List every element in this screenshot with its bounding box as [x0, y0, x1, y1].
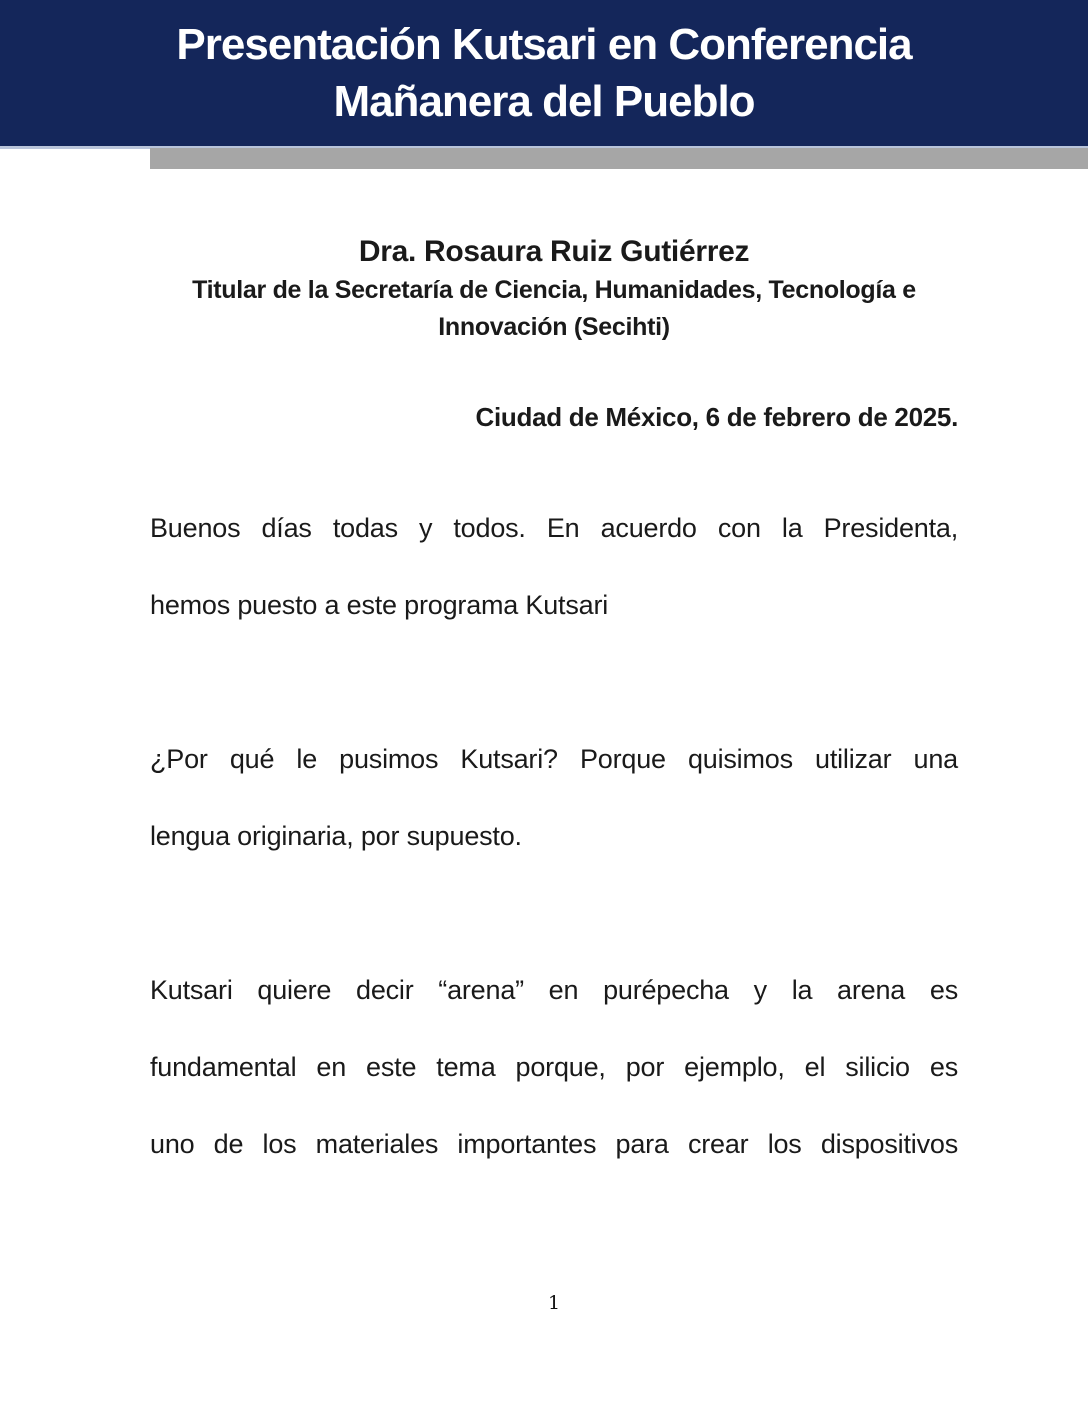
paragraph-line: ¿Por qué le pusimos Kutsari? Porque quisimos utilizar una — [150, 744, 958, 774]
paragraph-line: hemos puesto a este programa Kutsari — [150, 590, 609, 620]
paragraph-line: Buenos días todas y todos. En acuerdo con la Presidenta, — [150, 513, 958, 543]
dateline: Ciudad de México, 6 de febrero de 2025. — [475, 402, 958, 432]
page-number: 1 — [547, 1292, 561, 1314]
paragraph — [150, 490, 958, 644]
speech-paragraphs — [150, 490, 958, 1183]
gray-accent-bar — [150, 148, 1088, 169]
document-title-line2: Mañanera del Pueblo — [333, 77, 755, 126]
paragraph-line: lengua originaria, por supuesto. — [150, 821, 522, 851]
paragraph — [150, 721, 958, 875]
author-role-line1: Titular de la Secretaría de Ciencia, Humanidades, Tecnología e — [192, 276, 916, 304]
paragraph-line: uno de los materiales importantes para crear los dispositivos — [150, 1129, 958, 1159]
paragraph-line: fundamental en este tema porque, por ejemplo, el silicio es — [150, 1052, 958, 1082]
document-title-line1: Presentación Kutsari en Conferencia — [176, 20, 912, 69]
title-banner — [0, 0, 1088, 146]
author-role-line2: Innovación (Secihti) — [438, 313, 670, 341]
paragraph — [150, 952, 958, 1183]
sub-banner — [0, 146, 1088, 170]
document-content — [0, 232, 1088, 1183]
author-name: Dra. Rosaura Ruiz Gutiérrez — [358, 235, 750, 268]
paragraph-line: Kutsari quiere decir “arena” en purépecha y la arena es — [150, 975, 958, 1005]
byline — [150, 232, 958, 346]
